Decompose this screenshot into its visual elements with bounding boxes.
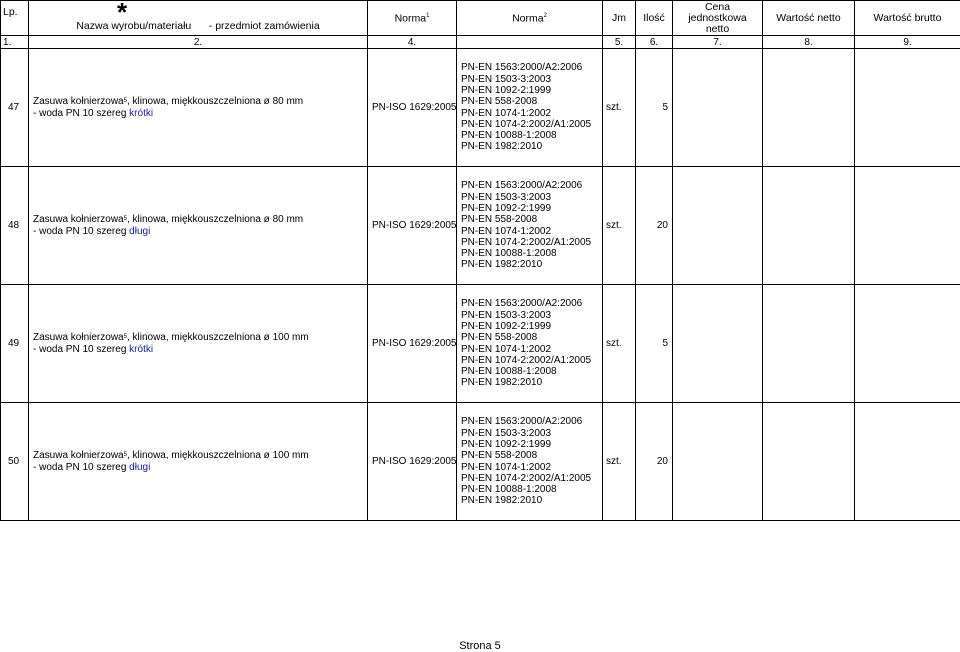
row-wartosc-brutto <box>855 285 960 403</box>
row-norma1: PN-ISO 1629:2005 <box>368 285 457 403</box>
header-norma2-sup: 2 <box>543 13 547 20</box>
row-cena <box>673 285 763 403</box>
row-wartosc-brutto <box>855 49 960 167</box>
desc-line1 <box>33 450 367 462</box>
norma2-line: PN-EN 1092-2:1999 <box>461 438 552 450</box>
desc-line2 <box>33 344 367 356</box>
norma2-line: PN-EN 1982:2010 <box>461 259 543 271</box>
desc-mid: , klinowa, miękkouszczelniona ø 80 mm <box>126 213 304 225</box>
desc-line1 <box>33 214 367 226</box>
header-wartosc-netto: Wartość netto <box>763 1 855 36</box>
row-cena <box>673 49 763 167</box>
row-description <box>29 285 368 403</box>
row-jm: szt. <box>603 285 636 403</box>
row-jm: szt. <box>603 49 636 167</box>
row-cena <box>673 403 763 521</box>
colnum-6: 6. <box>636 36 673 49</box>
colnum-9: 9. <box>855 36 960 49</box>
norma2-line: PN-EN 1503-3:2003 <box>461 191 552 203</box>
desc-mid: , klinowa, miękkouszczelniona ø 80 mm <box>126 95 304 107</box>
colnum-empty <box>457 36 603 49</box>
row-norma1: PN-ISO 1629:2005 <box>368 167 457 285</box>
desc-variant: krótki <box>129 107 154 119</box>
header-cena-line1: Cena <box>704 0 731 13</box>
desc-sup: 5 <box>123 451 127 458</box>
row-wartosc-brutto <box>855 403 960 521</box>
header-cena <box>673 1 763 36</box>
table-row <box>1 285 960 403</box>
desc-sup: 5 <box>123 333 127 340</box>
header-norma2-label: Norma <box>512 12 544 25</box>
row-lp: 48 <box>1 167 29 285</box>
row-wartosc-brutto <box>855 167 960 285</box>
norma2-line: PN-EN 1982:2010 <box>461 377 543 389</box>
colnum-1: 1. <box>1 36 29 49</box>
colnum-8: 8. <box>763 36 855 49</box>
row-ilosc: 5 <box>636 49 673 167</box>
desc-variant: długi <box>129 461 151 473</box>
table-row <box>1 403 960 521</box>
row-description <box>29 167 368 285</box>
colnum-7: 7. <box>673 36 763 49</box>
desc-line2-pre: - woda PN 10 szereg <box>33 343 130 355</box>
desc-line1 <box>33 332 367 344</box>
row-wartosc-netto <box>763 167 855 285</box>
norma2-line: PN-EN 1074-1:2002 <box>461 107 552 119</box>
row-ilosc: 20 <box>636 167 673 285</box>
norma2-line: PN-EN 10088-1:2008 <box>461 248 557 260</box>
table-row <box>1 167 960 285</box>
header-row <box>1 1 960 36</box>
row-norma1: PN-ISO 1629:2005 <box>368 403 457 521</box>
row-description <box>29 49 368 167</box>
norma2-line: PN-EN 1563:2000/A2:2006 <box>461 180 583 192</box>
row-lp: 47 <box>1 49 29 167</box>
row-ilosc: 20 <box>636 403 673 521</box>
norma2-line: PN-EN 1563:2000/A2:2006 <box>461 298 583 310</box>
desc-line2-pre: - woda PN 10 szereg <box>33 461 130 473</box>
header-cena-line3: netto <box>705 22 730 35</box>
norma2-line: PN-EN 558-2008 <box>461 214 538 226</box>
desc-variant: krótki <box>129 343 154 355</box>
table-row <box>1 49 960 167</box>
norma2-line: PN-EN 1074-1:2002 <box>461 343 552 355</box>
header-ilosc: Ilość <box>636 1 673 36</box>
row-wartosc-netto <box>763 403 855 521</box>
norma2-line: PN-EN 558-2008 <box>461 96 538 108</box>
norma2-line: PN-EN 1503-3:2003 <box>461 309 552 321</box>
norma2-line: PN-EN 1982:2010 <box>461 141 543 153</box>
norma2-line: PN-EN 558-2008 <box>461 450 538 462</box>
header-name-suffix: - przedmiot zamówienia <box>208 20 320 32</box>
norma2-line: PN-EN 1074-2:2002/A1:2005 <box>461 236 592 248</box>
row-lp: 50 <box>1 403 29 521</box>
header-name-text: Nazwa wyrobu/materiału <box>76 20 192 32</box>
header-norma1-label: Norma <box>394 12 427 25</box>
desc-pre: Zasuwa kołnierzowa <box>33 95 124 107</box>
desc-pre: Zasuwa kołnierzowa <box>33 331 124 343</box>
row-wartosc-netto <box>763 285 855 403</box>
norma2-line: PN-EN 1092-2:1999 <box>461 84 552 96</box>
norma2-line: PN-EN 1503-3:2003 <box>461 427 552 439</box>
row-norma2 <box>457 167 603 285</box>
row-norma2 <box>457 49 603 167</box>
desc-variant: długi <box>129 225 151 237</box>
header-name-star: * <box>117 0 128 27</box>
colnum-5: 5. <box>603 36 636 49</box>
desc-pre: Zasuwa kołnierzowa <box>33 449 124 461</box>
norma2-line: PN-EN 1074-2:2002/A1:2005 <box>461 354 592 366</box>
column-number-row <box>1 36 960 49</box>
desc-mid: , klinowa, miękkouszczelniona ø 100 mm <box>126 449 309 461</box>
row-norma1: PN-ISO 1629:2005 <box>368 49 457 167</box>
header-lp: Lp. <box>1 1 29 36</box>
page-number: Strona 5 <box>459 640 501 652</box>
header-cena-line2: jednostkowa <box>688 11 747 24</box>
norma2-line: PN-EN 1092-2:1999 <box>461 320 552 332</box>
row-jm: szt. <box>603 403 636 521</box>
desc-sup: 5 <box>123 97 127 104</box>
norma2-line: PN-EN 1092-2:1999 <box>461 202 552 214</box>
desc-line1 <box>33 96 367 108</box>
colnum-4: 4. <box>368 36 457 49</box>
norma2-line: PN-EN 1982:2010 <box>461 495 543 507</box>
desc-pre: Zasuwa kołnierzowa <box>33 213 124 225</box>
header-norma1 <box>368 1 457 36</box>
norma2-line: PN-EN 1074-2:2002/A1:2005 <box>461 118 592 130</box>
header-jm: Jm <box>603 1 636 36</box>
norma2-line: PN-EN 558-2008 <box>461 332 538 344</box>
row-jm: szt. <box>603 167 636 285</box>
row-description <box>29 403 368 521</box>
row-cena <box>673 167 763 285</box>
header-norma2 <box>457 1 603 36</box>
desc-line2 <box>33 108 367 120</box>
header-norma1-sup: 1 <box>426 13 430 20</box>
header-name <box>29 1 368 36</box>
row-ilosc: 5 <box>636 285 673 403</box>
desc-line2 <box>33 462 367 474</box>
norma2-line: PN-EN 1503-3:2003 <box>461 73 552 85</box>
norma2-line: PN-EN 1074-1:2002 <box>461 461 552 473</box>
row-wartosc-netto <box>763 49 855 167</box>
norma2-line: PN-EN 1074-1:2002 <box>461 225 552 237</box>
norma2-line: PN-EN 10088-1:2008 <box>461 484 557 496</box>
desc-line2 <box>33 226 367 238</box>
desc-line2-pre: - woda PN 10 szereg <box>33 225 130 237</box>
colnum-2: 2. <box>29 36 368 49</box>
row-norma2 <box>457 285 603 403</box>
norma2-line: PN-EN 10088-1:2008 <box>461 366 557 378</box>
header-wartosc-brutto: Wartość brutto <box>855 1 960 36</box>
row-lp: 49 <box>1 285 29 403</box>
norma2-line: PN-EN 1563:2000/A2:2006 <box>461 416 583 428</box>
norma2-line: PN-EN 10088-1:2008 <box>461 130 557 142</box>
norma2-line: PN-EN 1074-2:2002/A1:2005 <box>461 472 592 484</box>
norma2-line: PN-EN 1563:2000/A2:2006 <box>461 62 583 74</box>
desc-mid: , klinowa, miękkouszczelniona ø 100 mm <box>126 331 309 343</box>
desc-line2-pre: - woda PN 10 szereg <box>33 107 130 119</box>
row-norma2 <box>457 403 603 521</box>
desc-sup: 5 <box>123 215 127 222</box>
